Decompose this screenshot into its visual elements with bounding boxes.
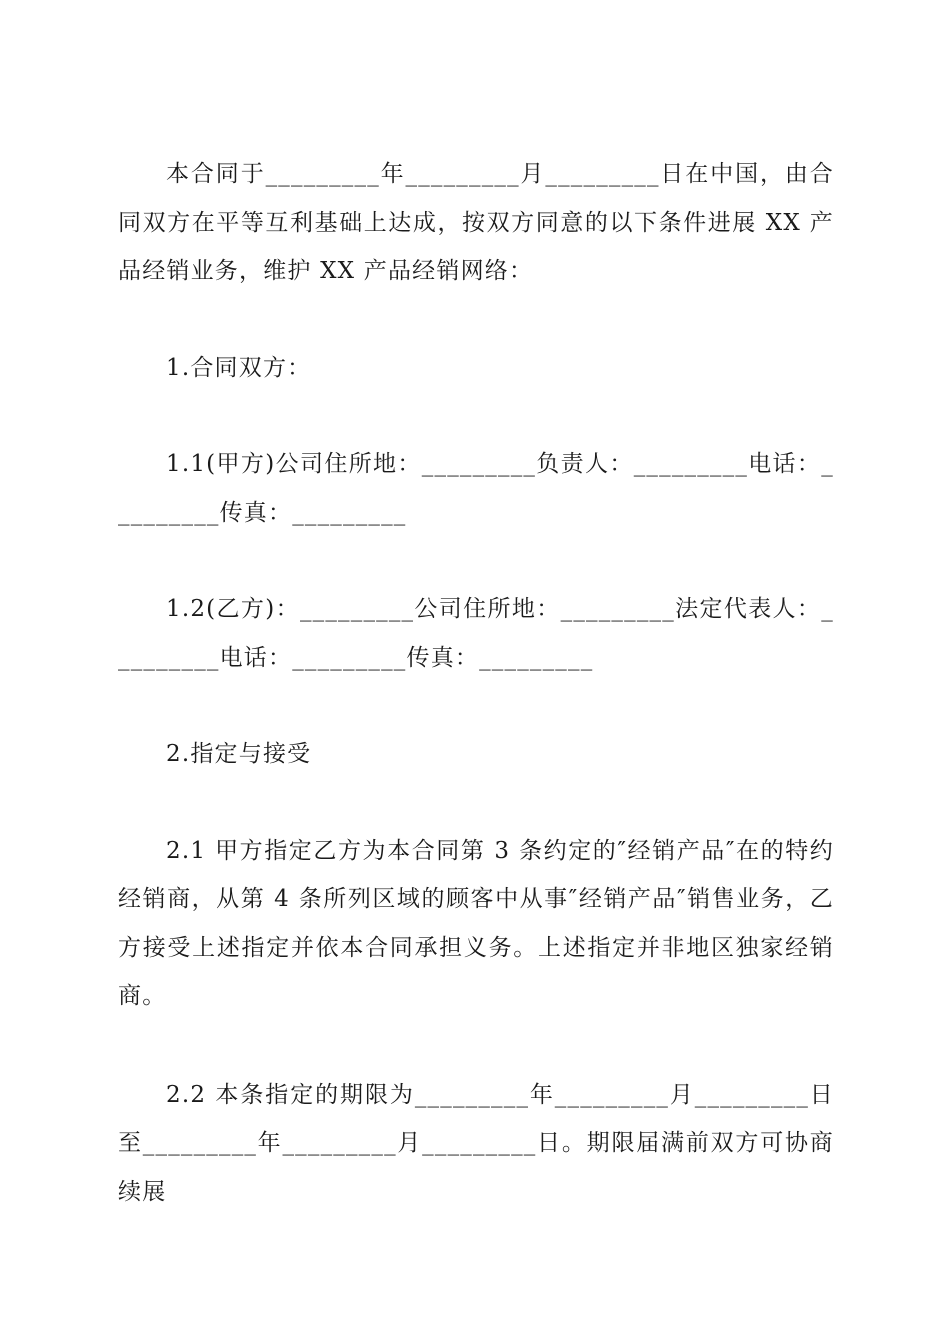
clause-2-2-term: 2.2 本条指定的期限为_________年_________月_________日至_________年_________月_________日。期限届满前双方可协商续展 xyxy=(118,1081,834,1205)
paragraph-spacer xyxy=(118,1021,834,1071)
paragraph-spacer xyxy=(118,682,834,730)
paragraph-spacer xyxy=(118,537,834,585)
clause-2-1-designation: 2.1 甲方指定乙方为本合同第 3 条约定的″经销产品″在的特约经销商，从第 4 条所列区域的顾客中从事″经销产品″销售业务，乙方接受上述指定并依本合同承担义务。上述指定并非地区独家经销商。 xyxy=(118,837,834,1009)
section-2-heading: 2.指定与接受 xyxy=(166,741,312,767)
paragraph-spacer xyxy=(118,779,834,827)
clause-1-2-party-b: 1.2(乙方)：_________公司住所地：_________法定代表人：_________电话：_________传真：_________ xyxy=(118,596,834,671)
document-body xyxy=(118,150,834,1216)
section-1-heading: 1.合同双方： xyxy=(166,354,312,381)
paragraph-spacer xyxy=(118,296,834,344)
contract-intro-paragraph: 本合同于_________年_________月_________日在中国，由合同双方在平等互利基础上达成，按双方同意的以下条件进展 XX 产品经销业务，维护 XX 产品经销网络： xyxy=(118,161,834,284)
paragraph-spacer xyxy=(118,392,834,440)
clause-1-1-party-a: 1.1(甲方)公司住所地：_________负责人：_________电话：_________传真：_________ xyxy=(118,451,834,526)
